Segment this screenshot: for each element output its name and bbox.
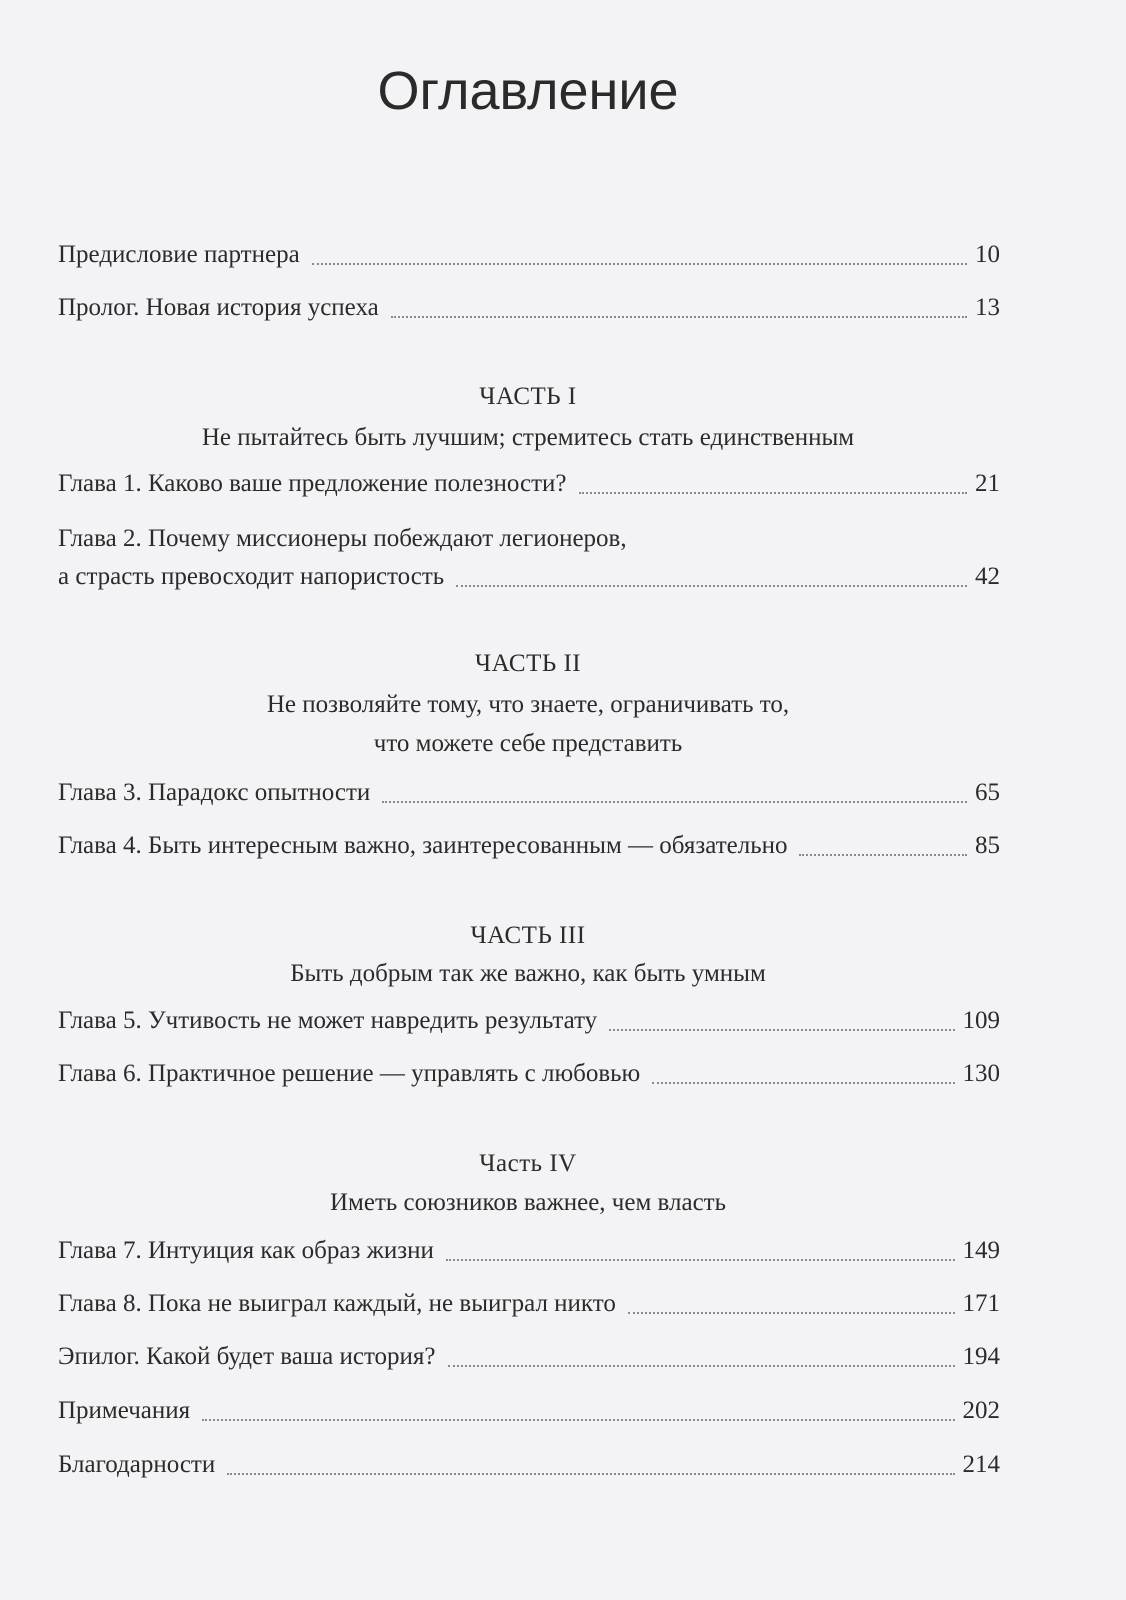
leader-dots xyxy=(312,263,967,265)
page-number: 21 xyxy=(975,470,1000,497)
leader-dots xyxy=(382,801,967,803)
leader-dots xyxy=(202,1419,954,1421)
toc-entry-chapter-1[interactable] xyxy=(58,465,1000,503)
page-number: 214 xyxy=(962,1451,1000,1478)
page-number: 65 xyxy=(975,779,1000,806)
part-2-title-line-2: что можете себе представить xyxy=(373,730,683,757)
toc-entry-epilogue[interactable] xyxy=(58,1338,1000,1376)
toc-entry-chapter-4[interactable] xyxy=(58,827,1000,865)
entry-title: Предисловие партнера xyxy=(58,241,300,268)
leader-dots xyxy=(446,1259,955,1261)
part-2-label: ЧАСТЬ II xyxy=(474,650,582,677)
toc-entry-acknowledgements[interactable] xyxy=(58,1446,1000,1484)
part-2-title-line-1: Не позволяйте тому, что знаете, ограничивать то, xyxy=(266,691,790,718)
leader-dots xyxy=(628,1312,955,1314)
toc-entry-chapter-3[interactable] xyxy=(58,774,1000,812)
entry-title: Благодарности xyxy=(58,1451,216,1478)
part-1-label: ЧАСТЬ I xyxy=(479,383,577,410)
toc-entry-chapter-2[interactable] xyxy=(58,520,1000,596)
part-4-title: Иметь союзников важнее, чем власть xyxy=(329,1189,726,1216)
leader-dots xyxy=(448,1365,955,1367)
toc-entry-prologue[interactable] xyxy=(58,289,1000,327)
entry-title-line-1: Глава 2. Почему миссионеры побеждают легионеров, xyxy=(58,525,627,552)
page-title: Оглавление xyxy=(377,61,679,121)
part-3-label: ЧАСТЬ III xyxy=(470,922,586,949)
toc-entry-notes[interactable] xyxy=(58,1392,1000,1430)
entry-title: Глава 1. Каково ваше предложение полезности? xyxy=(58,470,567,497)
entry-title: Глава 8. Пока не выиграл каждый, не выиграл никто xyxy=(58,1290,616,1317)
leader-dots xyxy=(652,1082,954,1084)
toc-entry-chapter-6[interactable] xyxy=(58,1055,1000,1093)
page-number: 202 xyxy=(962,1397,1000,1424)
entry-title: Эпилог. Какой будет ваша история? xyxy=(58,1343,436,1370)
entry-title-line-2: а страсть превосходит напористость xyxy=(58,563,445,590)
page-number: 10 xyxy=(975,241,1000,268)
entry-title: Глава 6. Практичное решение — управлять с любовью xyxy=(58,1060,641,1087)
leader-dots xyxy=(391,316,967,318)
leader-dots xyxy=(227,1473,954,1475)
page-number: 42 xyxy=(975,563,1000,590)
entry-title: Примечания xyxy=(58,1397,191,1424)
page-number: 13 xyxy=(975,294,1000,321)
page-number: 130 xyxy=(962,1060,1000,1087)
page-number: 171 xyxy=(962,1290,1000,1317)
part-3-title: Быть добрым так же важно, как быть умным xyxy=(290,960,766,987)
page-number: 109 xyxy=(962,1007,1000,1034)
toc-entry-chapter-8[interactable] xyxy=(58,1285,1000,1323)
page-number: 194 xyxy=(962,1343,1000,1370)
leader-dots xyxy=(799,854,967,856)
part-1-title: Не пытайтесь быть лучшим; стремитесь стать единственным xyxy=(201,424,855,451)
entry-title: Глава 5. Учтивость не может навредить результату xyxy=(58,1007,598,1034)
page-number: 149 xyxy=(962,1237,1000,1264)
toc-entry-preface[interactable] xyxy=(58,236,1000,274)
entry-title: Пролог. Новая история успеха xyxy=(58,294,379,321)
leader-dots xyxy=(456,585,967,587)
toc-entry-chapter-7[interactable] xyxy=(58,1232,1000,1270)
entry-title: Глава 4. Быть интересным важно, заинтересованным — обязательно xyxy=(58,832,788,859)
toc-entry-chapter-5[interactable] xyxy=(58,1002,1000,1040)
page-number: 85 xyxy=(975,832,1000,859)
entry-title: Глава 7. Интуиция как образ жизни xyxy=(58,1237,434,1264)
leader-dots xyxy=(609,1029,954,1031)
entry-title: Глава 3. Парадокс опытности xyxy=(58,779,371,806)
part-4-label: Часть IV xyxy=(479,1150,577,1177)
leader-dots xyxy=(579,492,968,494)
